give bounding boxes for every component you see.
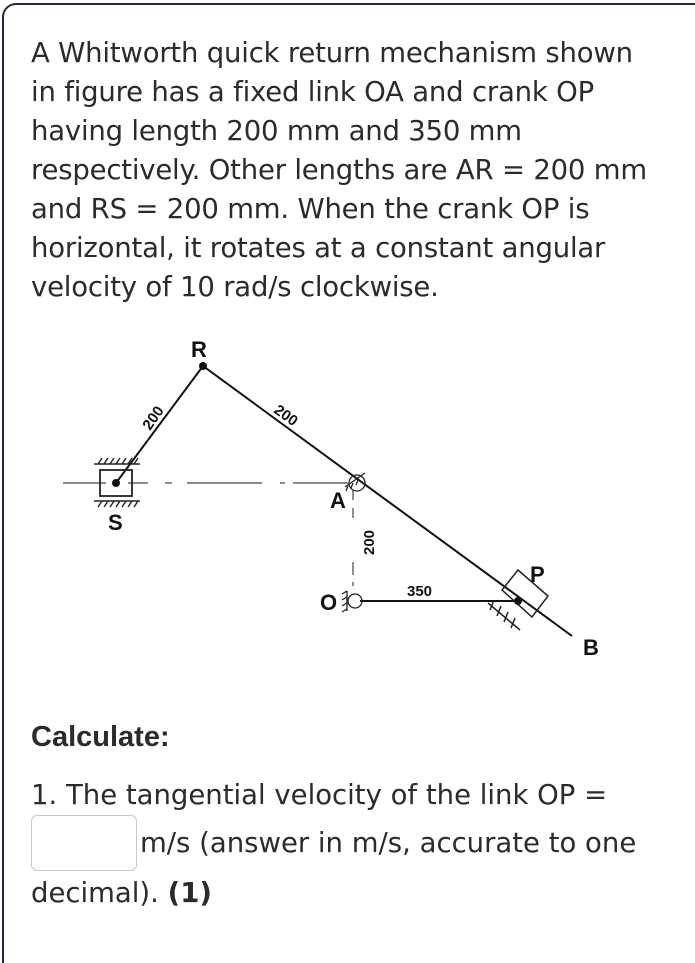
question-text: 1. The tangential velocity of the link OP = xyxy=(31,779,608,811)
answer-unit-text: m/s (answer in m/s, accurate to one xyxy=(140,827,637,859)
dimension-ar: 200 xyxy=(270,401,301,430)
mechanism-diagram xyxy=(40,325,620,670)
intro-line: velocity of 10 rad/s clockwise. xyxy=(31,271,439,303)
link-rs xyxy=(116,366,203,483)
intro-line: and RS = 200 mm. When the crank OP is xyxy=(31,193,590,225)
label-a: A xyxy=(330,488,346,513)
label-p: P xyxy=(530,562,545,587)
dimension-rs: 200 xyxy=(139,403,168,434)
label-b: B xyxy=(583,635,599,660)
answer-input[interactable] xyxy=(31,815,137,871)
dimension-oa: 200 xyxy=(361,529,378,555)
intro-line: A Whitworth quick return mechanism shown xyxy=(31,37,633,69)
question-tail xyxy=(31,874,212,913)
problem-statement xyxy=(31,34,671,307)
link-rb xyxy=(203,366,572,636)
marks-badge: (1) xyxy=(167,877,212,909)
label-s: S xyxy=(108,510,123,535)
joint-s xyxy=(112,479,120,487)
intro-line: respectively. Other lengths are AR = 200 mm xyxy=(31,154,647,186)
intro-line: horizontal, it rotates at a constant angular xyxy=(31,232,606,264)
pivot-o xyxy=(342,591,362,612)
label-r: R xyxy=(191,337,207,362)
intro-line: having length 200 mm and 350 mm xyxy=(31,115,522,147)
question-tail-text: decimal). xyxy=(31,877,159,909)
joint-r xyxy=(199,362,207,370)
dimension-op: 350 xyxy=(407,583,433,600)
calculate-heading: Calculate: xyxy=(31,721,170,753)
label-o: O xyxy=(320,590,338,615)
intro-line: in figure has a fixed link OA and crank OP xyxy=(31,76,594,108)
joint-p xyxy=(514,597,522,605)
